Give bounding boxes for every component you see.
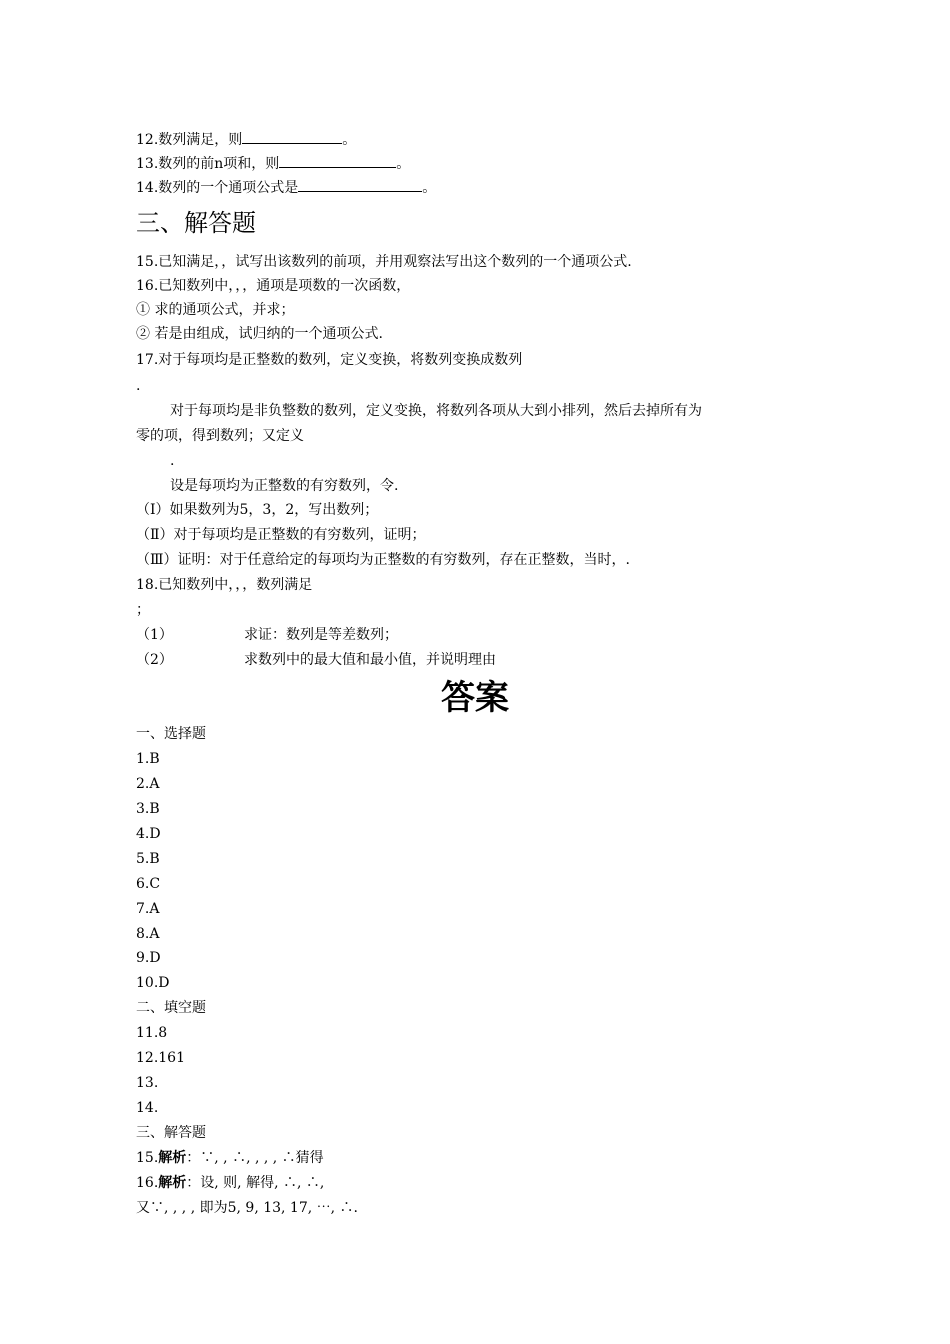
answer-item: 2.A	[136, 776, 160, 792]
answer-15-text: ：∵, , ∴, , , , ∴猜得	[186, 1150, 324, 1166]
answer-16-text: ：设, 则, 解得, ∴, ∴,	[186, 1175, 325, 1191]
answer-title: 答案	[441, 678, 509, 718]
question-17-part-iii: （Ⅲ）证明：对于任意给定的每项均为正整数的有穷数列，存在正整数，当时，.	[136, 552, 630, 568]
question-17-paragraph-1: 对于每项均是非负整数的数列，定义变换，将数列各项从大到小排列，然后去掉所有为	[170, 403, 702, 419]
question-17-paragraph-2: 设是每项均为正整数的有穷数列，令.	[170, 478, 399, 494]
answer-item: 6.C	[136, 876, 161, 892]
analysis-label: 解析	[158, 1175, 187, 1191]
answer-item: 3.B	[136, 801, 160, 817]
question-16: 16.已知数列中，，，通项是项数的一次函数，	[136, 278, 411, 294]
analysis-label: 解析	[158, 1150, 187, 1166]
question-18-part-1-number: （1）	[136, 627, 173, 643]
answer-section-fill: 二、填空题	[136, 1000, 206, 1016]
answer-section-solutions: 三、解答题	[136, 1125, 206, 1141]
question-13-text: 13.数列的前n项和，则	[136, 156, 280, 172]
answer-item: 5.B	[136, 851, 160, 867]
question-17-part-ii: （Ⅱ）对于每项均是正整数的有穷数列，证明；	[136, 527, 426, 543]
answer-item: 14.	[136, 1100, 159, 1116]
question-18-part-1-text: 求证：数列是等差数列；	[244, 627, 398, 643]
answer-item: 10.D	[136, 975, 170, 991]
section-heading-solutions: 三、解答题	[136, 209, 256, 237]
question-12-text: 12.数列满足，则	[136, 132, 243, 148]
question-12	[136, 128, 356, 150]
question-14-text: 14.数列的一个通项公式是	[136, 180, 299, 196]
answer-15-number: 15.	[136, 1150, 159, 1166]
question-18-part-2-text: 求数列中的最大值和最小值，并说明理由	[244, 652, 496, 668]
answer-item: 4.D	[136, 826, 161, 842]
question-12-end: 。	[342, 132, 357, 148]
answer-blank	[298, 176, 422, 192]
answer-item: 13.	[136, 1075, 159, 1091]
question-13	[136, 152, 410, 174]
answer-item: 11.8	[136, 1025, 168, 1041]
question-18-part-2-number: （2）	[136, 652, 173, 668]
answer-15	[136, 1148, 324, 1168]
answer-item: 7.A	[136, 901, 160, 917]
question-17-formula-placeholder: .	[136, 378, 141, 394]
question-16-part-2: ② 若是由组成，试归纳的一个通项公式.	[136, 326, 383, 342]
answer-item: 8.A	[136, 926, 160, 942]
question-13-end: 。	[396, 156, 411, 172]
question-18: 18.已知数列中，，，数列满足	[136, 577, 313, 593]
question-15: 15.已知满足，，试写出该数列的前项，并用观察法写出这个数列的一个通项公式.	[136, 254, 632, 270]
question-14	[136, 176, 436, 198]
question-18-semicolon: ；	[136, 602, 150, 618]
question-16-part-1: ① 求的通项公式，并求；	[136, 302, 295, 318]
question-17-paragraph-1-cont: 零的项，得到数列；又定义	[136, 428, 304, 444]
question-17-part-i: （Ⅰ）如果数列为5，3，2，写出数列；	[136, 502, 379, 518]
answer-item: 9.D	[136, 950, 161, 966]
answer-blank	[242, 128, 342, 144]
answer-16	[136, 1173, 324, 1193]
answer-blank	[279, 152, 396, 168]
answer-section-choice: 一、选择题	[136, 726, 206, 742]
answer-16-number: 16.	[136, 1175, 159, 1191]
question-17-formula-placeholder-2: .	[170, 453, 175, 469]
answer-item: 1.B	[136, 751, 160, 767]
answer-16-line-2: 又∵, , , , 即为5, 9, 13, 17, ⋯, ∴.	[136, 1200, 358, 1216]
question-14-end: 。	[422, 180, 437, 196]
question-17: 17.对于每项均是正整数的数列，定义变换，将数列变换成数列	[136, 352, 523, 368]
answer-item: 12.161	[136, 1050, 185, 1066]
